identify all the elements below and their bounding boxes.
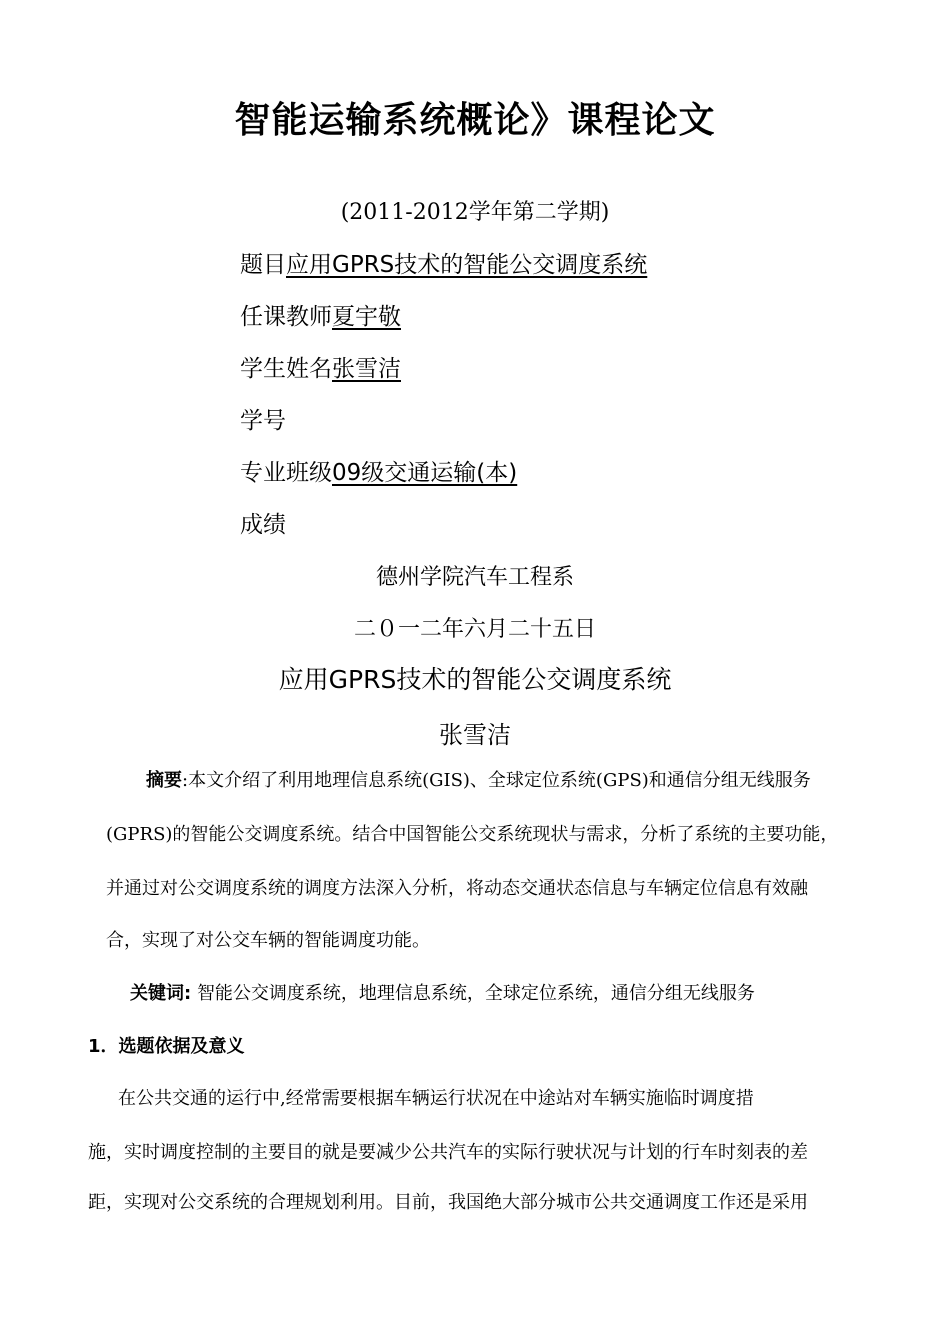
topic-value: 应用GPRS技术的智能公交调度系统	[286, 252, 648, 278]
teacher-value: 夏宇敬	[332, 304, 401, 330]
paper-author: 张雪洁	[439, 721, 511, 749]
student-name-field	[240, 350, 401, 383]
cover-date: 二０一二年六月二十五日	[353, 617, 596, 642]
section-1-line-2: 施，实时调度控制的主要目的就是要减少公共汽车的实际行驶状况与计划的行车时刻表的差	[88, 1142, 808, 1163]
student-id-field	[240, 402, 286, 435]
class-value: 09级交通运输(本)	[332, 460, 518, 486]
abstract-line-4: 合，实现了对公交车辆的智能调度功能。	[106, 930, 430, 951]
keywords-value: 智能公交调度系统，地理信息系统，全球定位系统，通信分组无线服务	[196, 983, 755, 1004]
grade-field	[240, 506, 286, 539]
class-field	[240, 454, 517, 487]
student-name-value: 张雪洁	[332, 356, 401, 382]
paper-title: 应用GPRS技术的智能公交调度系统	[278, 665, 672, 694]
abstract-line-3: 并通过对公交调度系统的调度方法深入分析，将动态交通状态信息与车辆定位信息有效融	[106, 878, 808, 899]
section-1-line-1: 在公共交通的运行中,经常需要根据车辆运行状况在中途站对车辆实施临时调度措	[118, 1088, 754, 1109]
teacher-field	[240, 298, 401, 331]
teacher-label: 任课教师	[240, 304, 332, 330]
course-paper-title: 智能运输系统概论》课程论文	[234, 100, 716, 141]
section-1-heading: 1．选题依据及意义	[88, 1036, 245, 1057]
class-label: 专业班级	[240, 460, 332, 486]
abstract-line-1: 摘要:本文介绍了利用地理信息系统(GIS)、全球定位系统(GPS)和通信分组无线服务	[146, 770, 811, 791]
department-name: 德州学院汽车工程系	[375, 565, 574, 590]
abstract-label: 摘要	[146, 770, 182, 791]
student-id-label: 学号	[240, 408, 286, 434]
section-1-line-3: 距，实现对公交系统的合理规划利用。目前，我国绝大部分城市公共交通调度工作还是采用	[88, 1192, 808, 1213]
student-name-label: 学生姓名	[240, 356, 332, 382]
keywords-line	[130, 979, 755, 1005]
topic-label: 题目	[240, 252, 286, 278]
grade-label: 成绩	[240, 512, 286, 538]
abstract-line-2: (GPRS)的智能公交调度系统。结合中国智能公交系统现状与需求，分析了系统的主要功能，	[106, 824, 839, 845]
topic-field	[240, 246, 647, 279]
semester-label: (2011-2012学年第二学期)	[340, 200, 610, 225]
keywords-label: 关键词:	[130, 983, 192, 1004]
